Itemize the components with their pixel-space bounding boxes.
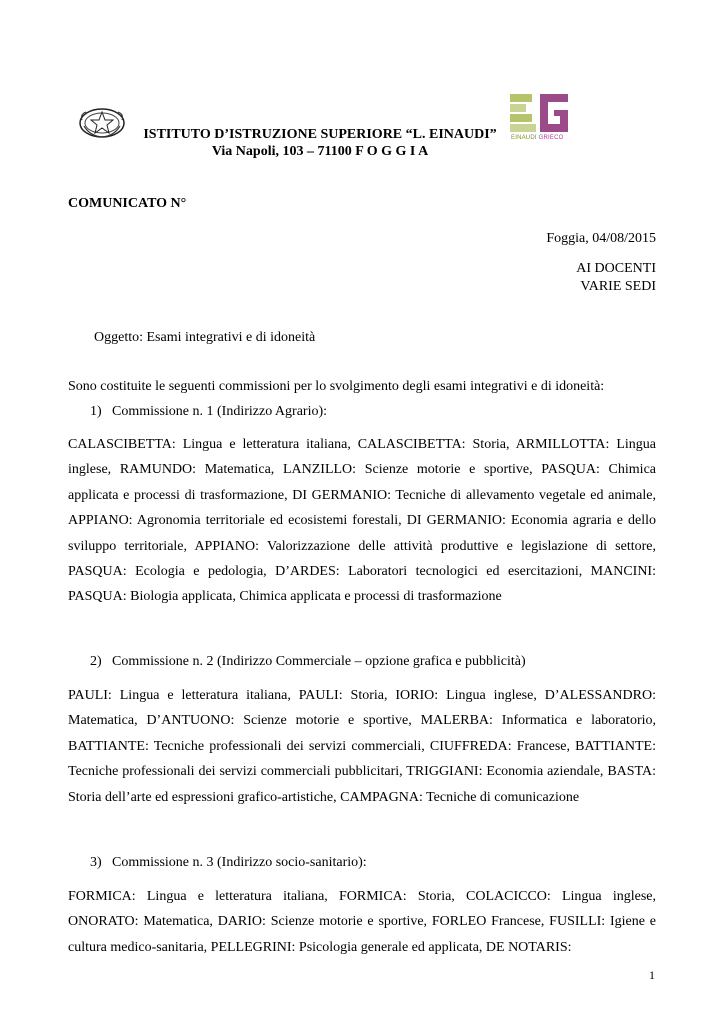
commission-title-text: Commissione n. 1 (Indirizzo Agrario): (112, 404, 328, 419)
commission-title-text: Commissione n. 2 (Indirizzo Commerciale – opzione grafica e pubblicità) (112, 654, 526, 669)
commission-1-title (90, 404, 327, 420)
commission-1-members: CALASCIBETTA: Lingua e letteratura italiana, CALASCIBETTA: Storia, ARMILLOTTA: Lingua inglese, RAMUNDO: Matematica, LANZILLO: Scienze motorie e sportive, PASQUA: Chimica applicata e processi di trasformazione, DI GERMANIO: Tecniche di allevamento vegetale ed animale, APPIANO: Agronomia territoriale ed ecosistemi forestali, DI GERMANIO: Economia agraria e dello sviluppo territoriale, APPIANO: Valorizzazione delle attività produttive e legislazione di settore, PASQUA: Ecologia e pedologia, D’ARDES: Laboratori tecnologici ed esercitazioni, MANCINI: PASQUA: Biologia applicata, Chimica applicata e processi di trasformazione (68, 437, 656, 605)
intro-text: Sono costituite le seguenti commissioni per lo svolgimento degli esami integrativi e di idoneità: (68, 379, 605, 394)
commission-3-members: FORMICA: Lingua e letteratura italiana, FORMICA: Storia, COLACICCO: Lingua inglese, ONORATO: Matematica, DARIO: Scienze motorie e sportive, FORLEO Francese, FUSILLI: Igiene e cultura medico-sanitaria, PELLEGRINI: Psicologia generale ed applicata, DE NOTARIS: (68, 889, 656, 955)
commission-title-text: Commissione n. 3 (Indirizzo socio-sanitario): (112, 855, 367, 870)
logo-caption-einaudi: EINAUDI (511, 135, 537, 141)
recipient-line: VARIE SEDI (580, 279, 656, 294)
commission-2-members: PAULI: Lingua e letteratura italiana, PAULI: Storia, IORIO: Lingua inglese, D’ALESSANDRO: Matematica, D’ANTUONO: Scienze motorie e sportive, MALERBA: Informatica e laboratorio, BATTIANTE: Tecniche professionali dei servizi commerciali, CIUFFREDA: Francese, BATTIANTE: Tecniche professionali dei servizi commerciali pubblicitari, TRIGGIANI: Economia aziendale, BASTA: Storia dell’arte ed espressioni grafico-artistiche, CAMPAGNA: Tecniche di comunicazione (68, 688, 656, 805)
document-date: Foggia, 04/08/2015 (546, 231, 656, 246)
commission-2-title (90, 654, 526, 670)
subject-line: Oggetto: Esami integrativi e di idoneità (94, 330, 316, 345)
italian-republic-emblem-icon (76, 106, 128, 140)
page-number: 1 (649, 968, 655, 982)
logo-caption-grieco: GRIECO (538, 135, 564, 141)
list-number: 3) (90, 855, 102, 870)
recipient-line: AI DOCENTI (576, 261, 656, 276)
communicato-label: COMUNICATO N° (68, 196, 187, 211)
list-number: 2) (90, 654, 102, 669)
recipients (576, 260, 656, 296)
logo-caption (511, 135, 564, 141)
list-number: 1) (90, 404, 102, 419)
letterhead (130, 126, 510, 160)
commission-3-title (90, 855, 367, 871)
institute-name: ISTITUTO D’ISTRUZIONE SUPERIORE “L. EINAUDI” (143, 127, 497, 142)
institute-address: Via Napoli, 103 – 71100 F O G G I A (211, 144, 429, 159)
